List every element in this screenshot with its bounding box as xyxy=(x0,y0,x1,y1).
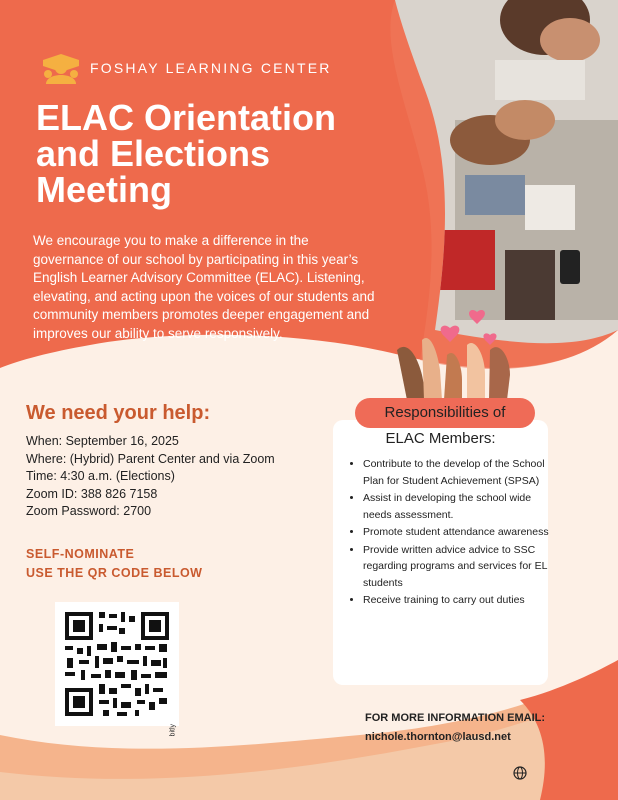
qr-instruction-line: USE THE QR CODE BELOW xyxy=(26,566,203,580)
detail-when: When: September 16, 2025 xyxy=(26,434,179,448)
school-name: FOSHAY LEARNING CENTER xyxy=(90,60,332,76)
title-line: ELAC Orientation xyxy=(36,97,337,138)
help-heading: We need your help: xyxy=(26,402,211,424)
meeting-details xyxy=(26,433,275,521)
intro-paragraph: We encourage you to make a difference in the governance of our school by participating in this year’s English Learner Advisory Committee (ELAC). Listening, elevating, and acting upon the voices of our students and community members promotes deeper engagement and improves our ability to serve responsively. xyxy=(33,233,375,341)
title-line: and Elections xyxy=(36,133,271,174)
responsibilities-heading: Responsibilities of xyxy=(355,398,535,428)
self-nominate-text xyxy=(26,545,202,583)
self-nominate-line: SELF-NOMINATE xyxy=(26,547,135,561)
contact-heading: FOR MORE INFORMATION EMAIL: xyxy=(365,712,546,724)
globe-icon xyxy=(513,766,527,780)
list-item: • Receive training to carry out duties xyxy=(363,592,555,609)
detail-where: Where: (Hybrid) Parent Center and via Zoom xyxy=(26,451,275,466)
title-line: Meeting xyxy=(36,169,173,210)
detail-zoom-id: Zoom ID: 388 826 7158 xyxy=(26,486,158,501)
page-title xyxy=(36,97,366,210)
detail-time: Time: 4:30 a.m. (Elections) xyxy=(26,469,175,483)
header-photo xyxy=(395,0,618,345)
list-item: • Contribute to the develop of the School Plan for Student Achievement (SPSA) xyxy=(363,456,555,489)
school-logo-icon xyxy=(40,52,82,86)
list-item: • Promote student attendance awareness xyxy=(363,524,555,541)
qr-code[interactable] xyxy=(55,602,179,737)
list-item: • Provide written advice advice to SSC regarding programs and services for EL students xyxy=(363,542,555,592)
responsibilities-list xyxy=(345,456,555,610)
detail-zoom-password: Zoom Password: 2700 xyxy=(26,504,152,518)
qr-code-graphic xyxy=(55,602,179,726)
contact-email-link[interactable]: nichole.thornton@lausd.net xyxy=(365,731,511,743)
list-item: • Assist in developing the school wide needs assessment. xyxy=(363,490,555,523)
responsibilities-subheading: ELAC Members: xyxy=(385,430,496,447)
qr-caption: bitly xyxy=(169,724,176,737)
hands-illustration xyxy=(392,300,522,400)
